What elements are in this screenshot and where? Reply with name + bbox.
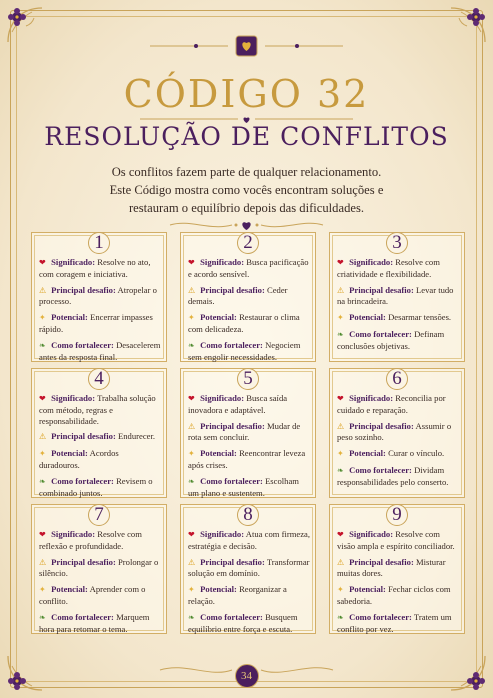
code-card <box>31 368 167 498</box>
meaning-line <box>337 393 459 416</box>
card-number-badge <box>385 503 409 527</box>
card-number-badge <box>236 367 260 391</box>
strengthen-line <box>337 612 459 635</box>
strengthen-label: Como fortalecer: <box>51 475 114 486</box>
warning-icon: ⚠ <box>39 285 47 295</box>
card-content <box>39 529 161 639</box>
warning-icon: ⚠ <box>337 285 345 295</box>
page-subtitle: RESOLUÇÃO DE CONFLITOS <box>44 122 449 151</box>
meaning-text: Resolve no ato, com coragem e iniciativa. <box>39 257 151 279</box>
heart-icon: ❤ <box>39 258 46 267</box>
potential-label: Potencial: <box>349 312 386 323</box>
potential-label: Potencial: <box>349 448 386 459</box>
sprout-icon: ❧ <box>188 612 195 622</box>
strengthen-line <box>337 329 459 352</box>
meaning-label: Significado: <box>200 529 245 539</box>
meaning-text: Atua com firmeza, estratégia e decisão. <box>188 529 310 551</box>
meaning-label: Significado: <box>51 529 96 539</box>
card-number: 9 <box>392 504 402 525</box>
challenge-text: Levar tudo na brincadeira. <box>337 284 454 307</box>
card-number-badge <box>236 503 260 527</box>
strengthen-line <box>188 612 310 635</box>
card-content <box>337 393 459 493</box>
strengthen-text: Negociem sem engolir necessidades. <box>188 339 301 362</box>
challenge-label: Principal desafio: <box>200 284 265 295</box>
card-content <box>188 393 310 503</box>
card-number: 4 <box>94 368 104 389</box>
meaning-line <box>188 393 310 416</box>
sprout-icon: ❧ <box>337 612 344 622</box>
code-card <box>329 368 465 498</box>
challenge-text: Ceder demais. <box>188 284 288 307</box>
challenge-text: Atropelar o processo. <box>39 284 157 307</box>
meaning-text: Reconcilia por cuidado e reparação. <box>337 393 446 415</box>
potential-text: Aprender com o conflito. <box>39 584 146 606</box>
meaning-line <box>39 529 161 552</box>
potential-text: Encerrar impasses rápido. <box>39 312 153 334</box>
potential-line <box>337 448 459 460</box>
strengthen-line <box>39 476 161 499</box>
warning-icon: ⚠ <box>39 432 47 442</box>
intro-line: restauram o equilíbrio depois das dificuldades. <box>128 201 365 215</box>
challenge-text: Endurecer. <box>118 431 155 442</box>
strengthen-label: Como fortalecer: <box>51 339 114 350</box>
challenge-text: Misturar muitas dores. <box>337 556 446 579</box>
page-title: CÓDIGO 32 <box>123 72 370 116</box>
potential-line <box>39 584 161 607</box>
card-number-badge <box>236 231 260 255</box>
strengthen-label: Como fortalecer: <box>200 611 263 622</box>
challenge-label: Principal desafio: <box>200 420 265 431</box>
sparkle-icon: ✦ <box>39 313 46 323</box>
card-number-badge <box>385 367 409 391</box>
heart-icon: ❤ <box>39 394 46 403</box>
strengthen-label: Como fortalecer: <box>349 464 412 475</box>
potential-line <box>188 584 310 607</box>
potential-text: Reencontrar leveza após crises. <box>188 448 306 470</box>
strengthen-label: Como fortalecer: <box>349 611 412 622</box>
card-content <box>39 393 161 503</box>
meaning-label: Significado: <box>51 257 96 267</box>
card-number-badge <box>87 367 111 391</box>
potential-label: Potencial: <box>200 584 237 595</box>
meaning-text: Trabalha solução com método, regras e responsabilidade. <box>39 393 156 426</box>
strengthen-text: Tratem um conflito por vez. <box>337 611 452 634</box>
meaning-label: Significado: <box>349 257 394 267</box>
potential-text: Acordos duradouros. <box>39 448 119 470</box>
potential-line <box>188 312 310 335</box>
heart-icon: ❤ <box>337 530 344 539</box>
meaning-line <box>188 257 310 280</box>
challenge-line <box>337 285 459 308</box>
challenge-text: Mudar de rota sem concluir. <box>188 420 301 443</box>
strengthen-line <box>188 476 310 499</box>
sparkle-icon: ✦ <box>39 585 46 595</box>
challenge-label: Principal desafio: <box>51 556 116 567</box>
intro-line: Este Código mostra como vocês encontram soluções e <box>109 183 384 197</box>
code-card <box>31 504 167 634</box>
potential-line <box>188 448 310 471</box>
meaning-label: Significado: <box>349 529 394 539</box>
sparkle-icon: ✦ <box>337 585 344 595</box>
meaning-label: Significado: <box>349 393 394 403</box>
strengthen-line <box>39 612 161 635</box>
card-number-badge <box>87 503 111 527</box>
meaning-text: Busca pacificação e acordo sensível. <box>188 257 309 279</box>
card-number: 2 <box>243 232 253 253</box>
meaning-line <box>39 257 161 280</box>
card-content <box>188 529 310 639</box>
code-card <box>180 504 316 634</box>
strengthen-text: Desacelerem antes da resposta final. <box>39 339 161 362</box>
strengthen-text: Dividam responsabilidades pelo conserto. <box>337 464 449 487</box>
card-number: 6 <box>392 368 402 389</box>
meaning-line <box>337 529 459 552</box>
potential-line <box>39 448 161 471</box>
meaning-text: Resolve com reflexão e profundidade. <box>39 529 142 551</box>
sparkle-icon: ✦ <box>188 449 195 459</box>
code-card <box>180 368 316 498</box>
code-card <box>31 232 167 362</box>
code-card <box>180 232 316 362</box>
strengthen-label: Como fortalecer: <box>51 611 114 622</box>
strengthen-line <box>39 340 161 363</box>
meaning-label: Significado: <box>200 393 245 403</box>
challenge-label: Principal desafio: <box>51 431 116 442</box>
heart-medallion-icon <box>0 34 493 58</box>
sparkle-icon: ✦ <box>188 313 195 323</box>
challenge-label: Principal desafio: <box>51 284 116 295</box>
challenge-text: Transformar solução em domínio. <box>188 556 310 579</box>
strengthen-text: Revisem o combinado juntos. <box>39 475 153 498</box>
potential-label: Potencial: <box>51 584 88 595</box>
potential-label: Potencial: <box>51 312 88 323</box>
sparkle-icon: ✦ <box>337 313 344 323</box>
potential-line <box>39 312 161 335</box>
warning-icon: ⚠ <box>337 557 345 567</box>
strengthen-text: Definam conclusões objetivas. <box>337 328 445 351</box>
challenge-line <box>39 431 161 443</box>
challenge-label: Principal desafio: <box>349 556 414 567</box>
potential-line <box>337 584 459 607</box>
heart-icon: ❤ <box>188 258 195 267</box>
potential-label: Potencial: <box>349 584 386 595</box>
warning-icon: ⚠ <box>337 421 345 431</box>
heart-icon: ❤ <box>337 394 344 403</box>
potential-text: Desarmar tensões. <box>388 312 452 323</box>
code-card <box>329 232 465 362</box>
heart-icon: ❤ <box>188 394 195 403</box>
strengthen-text: Busquem equilíbrio entre força e escuta. <box>188 611 298 634</box>
card-content <box>337 257 459 357</box>
challenge-label: Principal desafio: <box>200 556 265 567</box>
challenge-text: Prolongar o silêncio. <box>39 556 159 579</box>
code-card <box>329 504 465 634</box>
intro-text <box>60 163 433 217</box>
sparkle-icon: ✦ <box>188 585 195 595</box>
strengthen-label: Como fortalecer: <box>349 328 412 339</box>
potential-label: Potencial: <box>200 448 237 459</box>
sprout-icon: ❧ <box>39 612 46 622</box>
challenge-line <box>337 557 459 580</box>
card-content <box>337 529 459 639</box>
challenge-line <box>188 421 310 444</box>
heart-icon: ❤ <box>188 530 195 539</box>
card-number: 7 <box>94 504 104 525</box>
sprout-icon: ❧ <box>337 465 344 475</box>
strengthen-label: Como fortalecer: <box>200 475 263 486</box>
sprout-icon: ❧ <box>39 340 46 350</box>
potential-label: Potencial: <box>51 448 88 459</box>
challenge-line <box>39 557 161 580</box>
sparkle-icon: ✦ <box>39 449 46 459</box>
card-number: 1 <box>94 232 104 253</box>
potential-text: Curar o vínculo. <box>388 448 445 459</box>
challenge-line <box>188 285 310 308</box>
page-number-badge: 34 <box>235 664 259 688</box>
potential-text: Restaurar o clima com delicadeza. <box>188 312 300 334</box>
warning-icon: ⚠ <box>188 285 196 295</box>
meaning-line <box>188 529 310 552</box>
warning-icon: ⚠ <box>188 421 196 431</box>
sprout-icon: ❧ <box>188 476 195 486</box>
card-content <box>39 257 161 367</box>
challenge-line <box>337 421 459 444</box>
challenge-label: Principal desafio: <box>349 420 414 431</box>
potential-label: Potencial: <box>200 312 237 323</box>
warning-icon: ⚠ <box>39 557 47 567</box>
card-number: 5 <box>243 368 253 389</box>
meaning-label: Significado: <box>51 393 96 403</box>
potential-text: Reorganizar a relação. <box>188 584 287 606</box>
card-number: 8 <box>243 504 253 525</box>
sparkle-icon: ✦ <box>337 449 344 459</box>
meaning-text: Resolve com criatividade e flexibilidade. <box>337 257 440 279</box>
card-content <box>188 257 310 367</box>
intro-line: Os conflitos fazem parte de qualquer relacionamento. <box>111 165 382 179</box>
heart-icon: ❤ <box>337 258 344 267</box>
strengthen-line <box>188 340 310 363</box>
challenge-line <box>39 285 161 308</box>
card-number-badge <box>385 231 409 255</box>
challenge-label: Principal desafio: <box>349 284 414 295</box>
meaning-line <box>39 393 161 426</box>
potential-line <box>337 312 459 324</box>
strengthen-text: Escolham um plano e sustentem. <box>188 475 299 498</box>
sprout-icon: ❧ <box>337 329 344 339</box>
card-number-badge <box>87 231 111 255</box>
meaning-text: Busca saída inovadora e adaptável. <box>188 393 288 415</box>
meaning-label: Significado: <box>200 257 245 267</box>
challenge-line <box>188 557 310 580</box>
meaning-text: Resolve com visão ampla e espírito conciliador. <box>337 529 455 551</box>
strengthen-text: Marquem hora para retomar o tema. <box>39 611 150 634</box>
meaning-line <box>337 257 459 280</box>
warning-icon: ⚠ <box>188 557 196 567</box>
strengthen-line <box>337 465 459 488</box>
card-number: 3 <box>392 232 402 253</box>
strengthen-label: Como fortalecer: <box>200 339 263 350</box>
heart-icon: ❤ <box>39 530 46 539</box>
potential-text: Fechar ciclos com sabedoria. <box>337 584 451 606</box>
sprout-icon: ❧ <box>188 340 195 350</box>
challenge-text: Assumir o peso sozinho. <box>337 420 452 443</box>
sprout-icon: ❧ <box>39 476 46 486</box>
